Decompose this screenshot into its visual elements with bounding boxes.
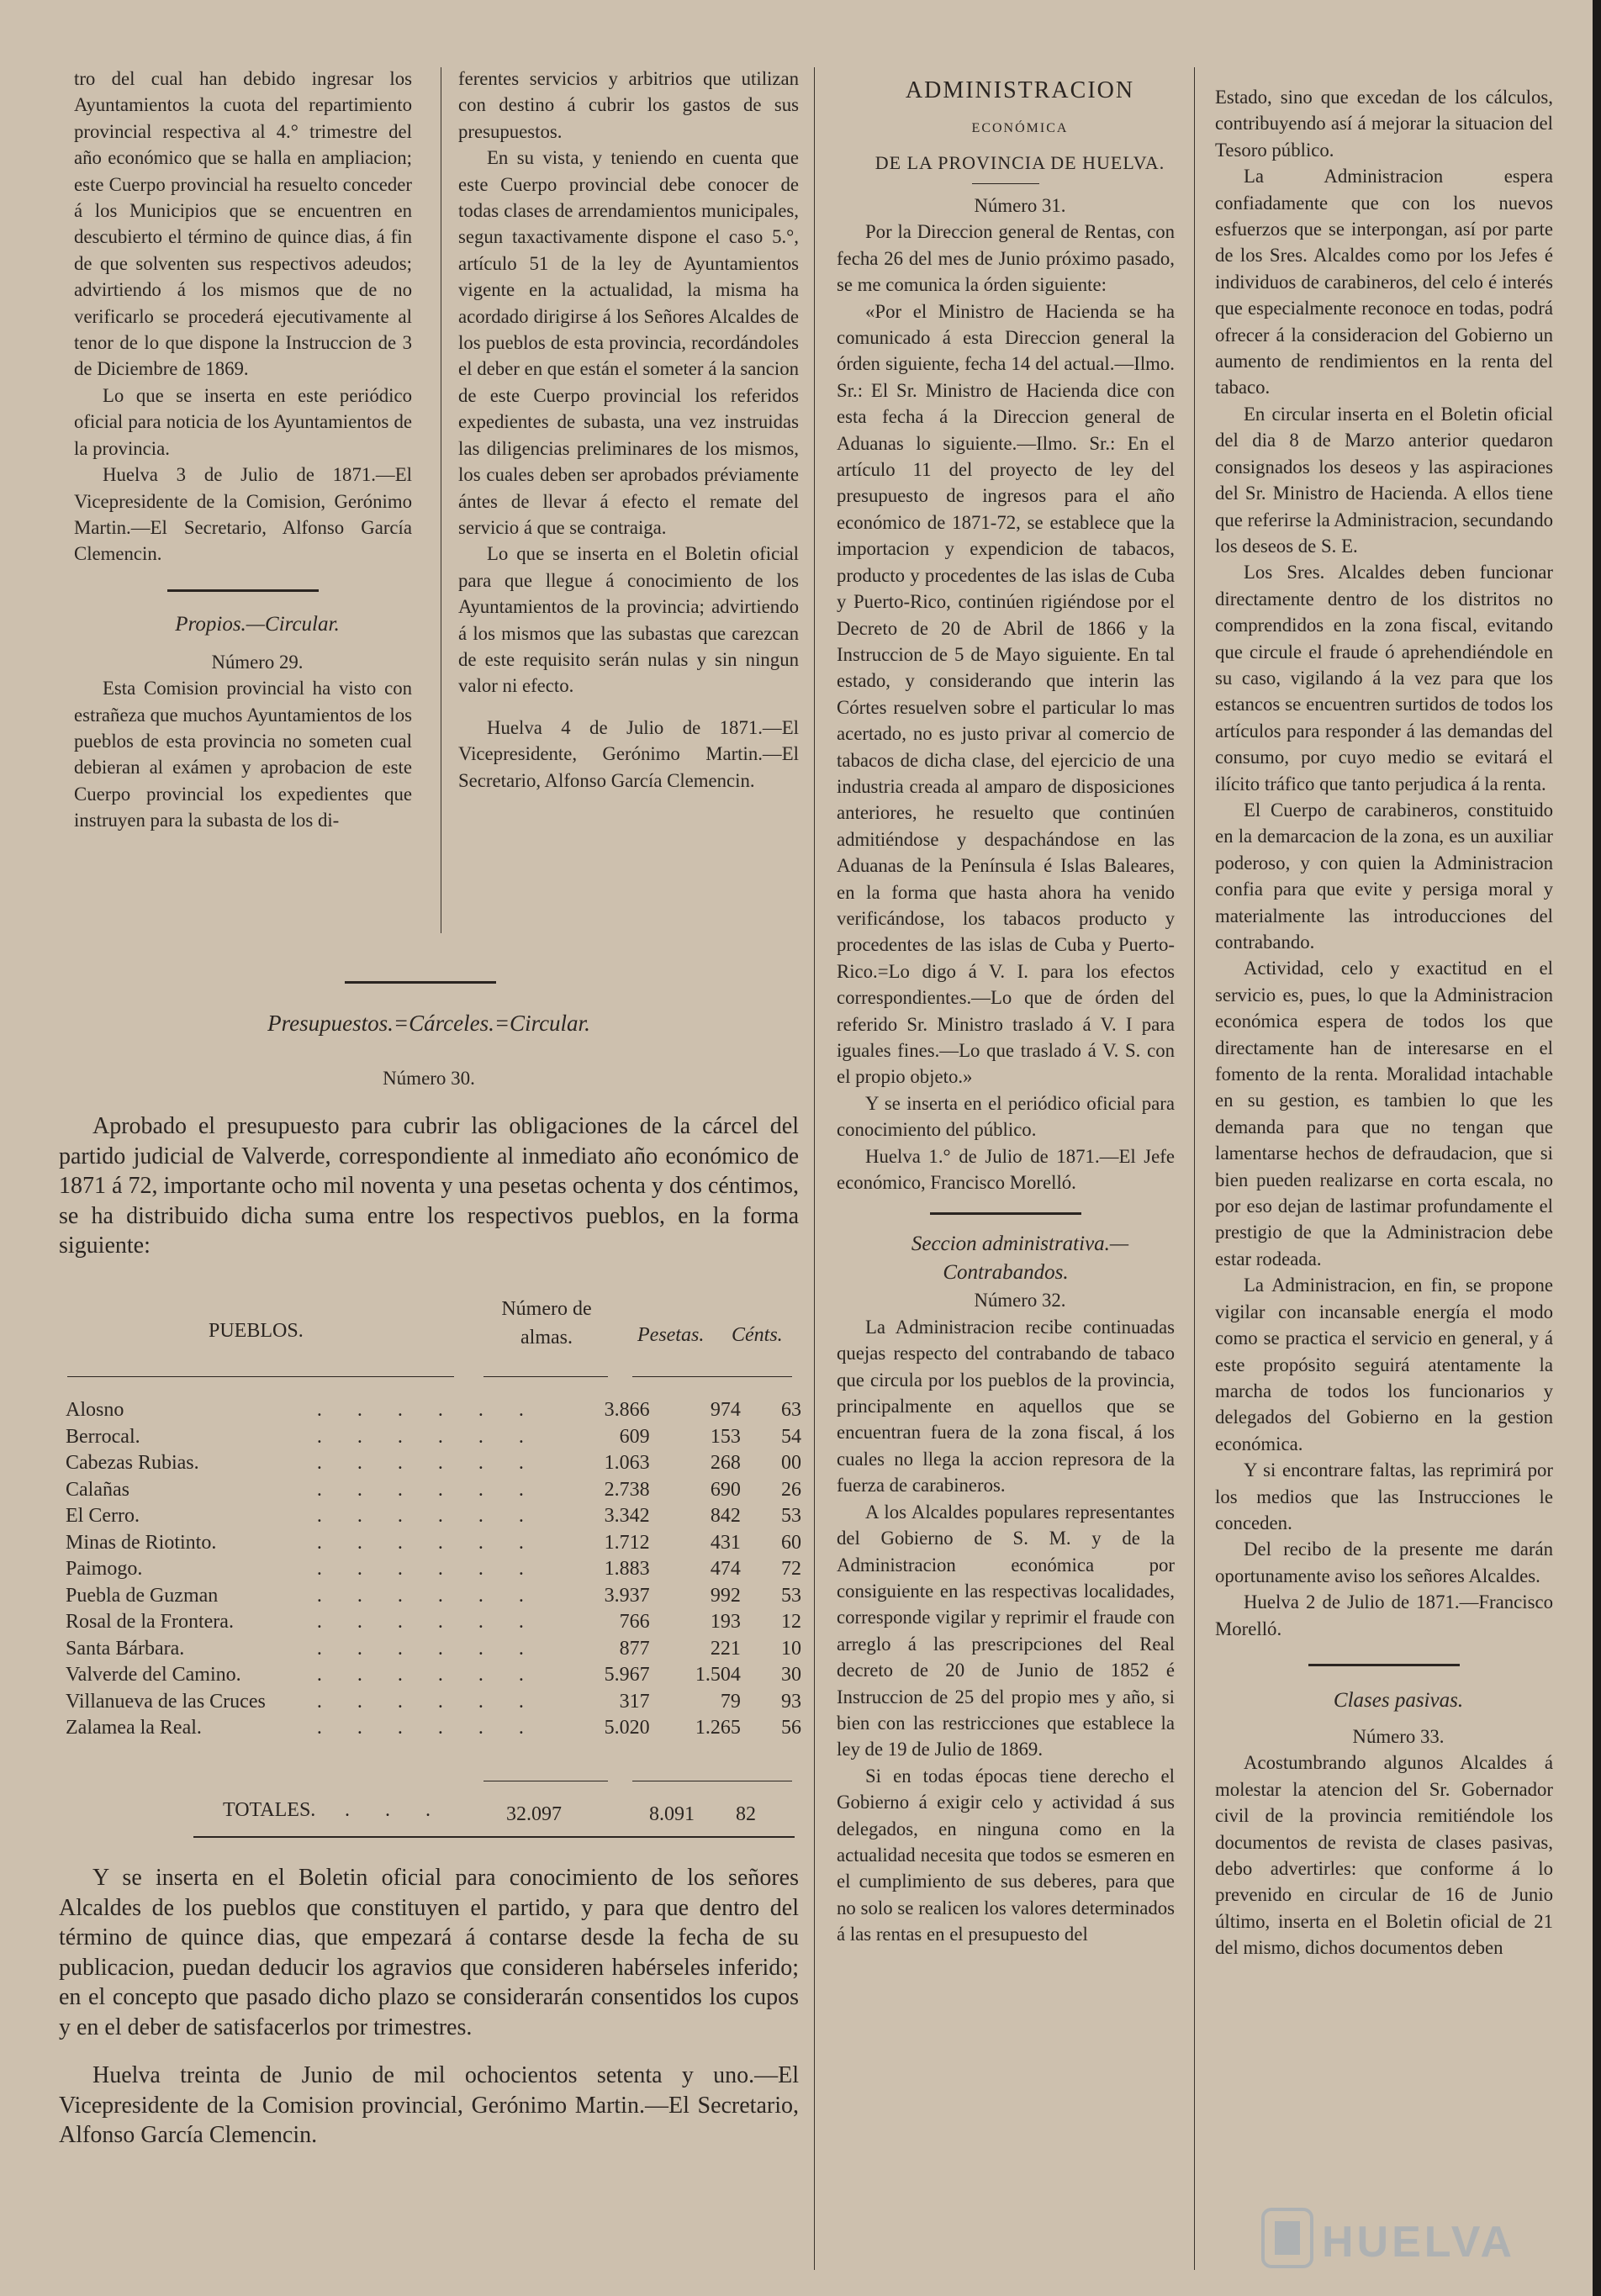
table-rule [193, 1836, 795, 1838]
table-row [66, 1530, 801, 1557]
section-divider [972, 183, 1039, 184]
table-header-cents: Cénts. [732, 1324, 783, 1346]
leader-dots: . . . . . . [316, 1584, 539, 1607]
administracion-title: ADMINISTRACION [905, 77, 1135, 103]
intro-paragraph: Aprobado el presupuesto para cubrir las obligaciones de la cárcel del partido judicial de Valverde, correspondiente al inmediato año económico de 1871 á 72, importante ocho mil noventa y una pesetas ochenta y dos céntimos, se ha distribuido dicha suma entre los respectivos pueblos, en la forma siguiente: [59, 1113, 799, 1259]
totales-pesetas: 8.091 [649, 1803, 695, 1825]
col2-signature: Huelva 4 de Julio de 1871.—El Vicepresidente, Gerónimo Martin.—El Secretario, Alfonso García Clemencin. [458, 716, 799, 791]
col1-signature: Huelva 3 de Julio de 1871.—El Vicepresidente de la Comision, Gerónimo Martin.—El Secretario, Alfonso García Clemencin. [74, 464, 412, 565]
leader-dots: . . . . . . [316, 1399, 539, 1421]
column-4 [1215, 84, 1553, 1961]
table-row [66, 1715, 801, 1742]
section-number: Número 32. [974, 1290, 1066, 1312]
leader-dots: . . . . . . [316, 1664, 539, 1686]
pueblo-cell: Paimogo. [66, 1558, 143, 1580]
pueblo-cell: Berrocal. [66, 1425, 140, 1448]
leader-dots: . . . . . . [316, 1452, 539, 1474]
cents-cell: 63 [781, 1399, 801, 1421]
pesetas-cell: 193 [710, 1611, 741, 1633]
table-row [66, 1397, 801, 1424]
almas-cell: 3.866 [604, 1399, 650, 1421]
pueblo-cell: Rosal de la Frontera. [66, 1611, 234, 1633]
leader-dots: . . . . . . [316, 1611, 539, 1633]
col3-paragraph: La Administracion recibe continuadas quejas respecto del contrabando de tabaco que circula por los pueblos de la provincia, principalmente en aquellos que se encuentran fuera de la zona fiscal, á los cuales no llega la accion represora de la fuerza de carabineros. [837, 1316, 1175, 1496]
section-heading: Propios.—Circular. [175, 612, 340, 636]
table-rule [483, 1376, 608, 1377]
almas-cell: 1.712 [604, 1531, 650, 1554]
pueblo-cell: Calañas [66, 1478, 129, 1501]
almas-cell: 3.937 [604, 1584, 650, 1607]
watermark-text: HUELVA [1322, 2218, 1516, 2267]
presupuesto-signature: Huelva treinta de Junio de mil ochocientos setenta y uno.—El Vicepresidente de la Comision provincial, Gerónimo Martin.—El Secretario, Alfonso García Clemencin. [59, 2062, 799, 2148]
table-row [66, 1556, 801, 1583]
pueblo-cell: Cabezas Rubias. [66, 1452, 199, 1474]
table-row [66, 1503, 801, 1530]
leader-dots: . . . . . . [316, 1425, 539, 1448]
administracion-subtitle: ECONÓMICA [971, 121, 1069, 135]
cents-cell: 53 [781, 1584, 801, 1607]
pesetas-cell: 842 [710, 1505, 741, 1527]
column-rule [1194, 67, 1195, 2270]
section-divider [345, 981, 496, 984]
col4-paragraph: En circular inserta en el Boletin oficial del dia 8 de Marzo anterior quedaron consignados los deseos y las aspiraciones del Sr. Ministro de Hacienda. A ellos tiene que referirse la Administracion, secundando los deseos de S. E. [1215, 403, 1553, 557]
col3-paragraph: «Por el Ministro de Hacienda se ha comunicado á esta Direccion general la órden siguiente, fecha 14 del actual.—Ilmo. Sr.: El Sr. Ministro de Hacienda dice con esta fecha á la Direccion general de Aduanas lo siguiente.—Ilmo. Sr.: En el artículo 11 del proyecto de ley del presupuesto de ingresos para el año económico de 1871-72, se establece que la importacion y expendicion de tabacos, producto y procedentes de las islas de Cuba y Puerto-Rico, continúen rigiéndose por el Decreto de 20 de Abril de 1866 y la Instruccion de 5 de Mayo siguiente. En tal estado, y considerando que interin las Córtes resuelven sobre el particular lo mas acertado, no es justo privar al comercio de tabacos de dicha clase, del ejercicio de una industria creada al amparo de disposiciones anteriores, he resuelto que continúen admitiéndose y despachándose en las Aduanas de la Península é Islas Baleares, en la forma que hasta ahora ha venido verificándose, los tabacos producto y procedentes de las islas de Cuba y Puerto-Rico.=Lo digo á V. I. para los efectos correspondientes.—Lo que de órden del referido Sr. Ministro traslado á V. I para iguales fines.—Lo que traslado á V. S. con el propio objeto.» [837, 300, 1175, 1088]
almas-cell: 5.967 [604, 1664, 650, 1686]
col2-paragraph: ferentes servicios y arbitrios que utilizan con destino á cubrir los gastos de sus presupuestos. [458, 68, 799, 142]
almas-cell: 317 [619, 1690, 650, 1713]
col2-paragraph: Lo que se inserta en el Boletin oficial para que llegue á conocimiento de los Ayuntamientos de la provincia; advirtiendo á los mismos que las subastas que carezcan de este requisito serán nulas y sin ningun valor ni efecto. [458, 543, 799, 697]
table-rule [632, 1376, 792, 1377]
cents-cell: 30 [781, 1664, 801, 1686]
pesetas-cell: 268 [710, 1452, 741, 1474]
col4-signature: Huelva 2 de Julio de 1871.—Francisco Morelló. [1215, 1591, 1553, 1639]
column-2 [458, 66, 799, 794]
col2-paragraph: En su vista, y teniendo en cuenta que este Cuerpo provincial debe conocer de todas clases de arrendamientos municipales, segun taxactivamente dispone el caso 5.°, artículo 51 de la ley de Ayuntamientos vigente en la actualidad, la misma ha acordado dirigirse á los Señores Alcaldes de los pueblos de esta provincia, recordándoles el deber en que están el someter á la sancion de este Cuerpo provincial los referidos expedientes de subasta, una vez instruidas las diligencias preliminares de los mismos, los cuales deben ser aprobados préviamente ántes de llevar á efecto el remate del servicio á que se contraiga. [458, 147, 799, 538]
pesetas-cell: 221 [710, 1637, 741, 1660]
almas-cell: 2.738 [604, 1478, 650, 1501]
col4-paragraph: El Cuerpo de carabineros, constituido en la demarcacion de la zona, es un auxiliar poderoso, y con quien la Administracion confia para que evite y persiga moral y materialmente las introducciones del contrabando. [1215, 799, 1553, 953]
leader-dots: . . . . . . [316, 1531, 539, 1554]
table-rule [67, 1376, 454, 1377]
section-number: Número 29. [211, 651, 304, 673]
section-heading: Clases pasivas. [1333, 1688, 1464, 1712]
col3-paragraph: Por la Direccion general de Rentas, con fecha 26 del mes de Junio próximo pasado, se me comunica la órden siguiente: [837, 221, 1175, 296]
almas-cell: 766 [619, 1611, 650, 1633]
section-number: Número 30. [383, 1068, 475, 1089]
leader-dots: . . . . . . [316, 1505, 539, 1527]
cents-cell: 93 [781, 1690, 801, 1713]
almas-cell: 609 [619, 1425, 650, 1448]
col4-paragraph: La Administracion espera confiadamente que con los nuevos esfuerzos que se interpongan, así por parte de los Sres. Alcaldes como por los Jefes é individuos de carabineros, del celo é interés que especialmente reconoce en todas, podrá ofrecer á la consideracion del Gobierno un aumento de rendimientos en la renta del tabaco. [1215, 166, 1553, 399]
almas-cell: 877 [619, 1637, 650, 1660]
col4-paragraph: Estado, sino que excedan de los cálculos, contribuyendo así á mejorar la situacion del Tesoro público. [1215, 87, 1553, 161]
col4-paragraph: La Administracion, en fin, se propone vigilar con incansable energía el modo como se practica el servicio en general, y á este propósito seguirá atentamente la marcha de todos los funcionarios y delegados del Gobierno en la gestion económica. [1215, 1275, 1553, 1454]
table-row [66, 1450, 801, 1477]
pesetas-cell: 153 [710, 1425, 741, 1448]
pueblos-table [66, 1397, 801, 1742]
table-row [66, 1636, 801, 1663]
section-heading: Presupuestos.=Cárceles.=Circular. [267, 1011, 590, 1036]
pesetas-cell: 431 [710, 1531, 741, 1554]
col1-paragraph: Esta Comision provincial ha visto con estrañeza que muchos Ayuntamientos de los pueblos de esta provincia no someten cual debieran al exámen y aprobacion de este Cuerpo provincial los expedientes que instruyen para la subasta de los di- [74, 678, 412, 831]
pesetas-cell: 974 [710, 1399, 741, 1421]
col4-paragraph: Y si encontrare faltas, las reprimirá por los medios que las Instrucciones le conceden. [1215, 1459, 1553, 1533]
pueblo-cell: Santa Bárbara. [66, 1637, 185, 1660]
table-row [66, 1689, 801, 1716]
pesetas-cell: 1.265 [695, 1717, 741, 1739]
table-header-pesetas: Pesetas. [637, 1324, 705, 1346]
pesetas-cell: 690 [710, 1478, 741, 1501]
totales-dots: . . . [345, 1799, 446, 1821]
pueblo-cell: El Cerro. [66, 1505, 140, 1527]
col3-signature: Huelva 1.° de Julio de 1871.—El Jefe económico, Francisco Morelló. [837, 1145, 1175, 1194]
col3-paragraph: A los Alcaldes populares representantes del Gobierno de S. M. y de la Administracion económica por consiguiente en las respectivas localidades, corresponde vigilar y reprimir el fraude con arreglo á las prescripciones del Real decreto de 20 de Junio de 1852 é Instruccion de 25 del propio mes y año, si bien con las restricciones que establece la ley de 19 de Julio de 1869. [837, 1501, 1175, 1760]
pesetas-cell: 1.504 [695, 1664, 741, 1686]
cents-cell: 10 [781, 1637, 801, 1660]
section-number: Número 33. [1352, 1725, 1445, 1747]
leader-dots: . . . . . . [316, 1478, 539, 1501]
presupuesto-outro [59, 1863, 799, 2151]
table-row [66, 1424, 801, 1451]
col1-paragraph: tro del cual han debido ingresar los Ayuntamientos la cuota del repartimiento provincial respectiva al 4.° trimestre del año económico que se halla en ampliacion; este Cuerpo provincial ha resuelto conceder á los Municipios que se encuentren en descubierto el término de quince dias, á fin de que solventen sus respectivos adeudos; advirtiendo á los mismos que de no verificarlo se procederá ejecutivamente al tenor de lo que dispone la Instruccion de 3 de Diciembre de 1869. [74, 68, 412, 380]
cents-cell: 72 [781, 1558, 801, 1580]
column-3 [837, 74, 1175, 1948]
cents-cell: 26 [781, 1478, 801, 1501]
table-row [66, 1662, 801, 1689]
col3-paragraph: Si en todas épocas tiene derecho el Gobierno á exigir celo y actividad á sus delegados, en ninguna como en la actualidad necesita que todos se esmeren en el cumplimiento de sus deberes, para que no solo se realicen los valores determinados á las rentas en el presupuesto del [837, 1765, 1175, 1945]
col4-paragraph: Los Sres. Alcaldes deben funcionar directamente dentro de los distritos no comprendidos en la zona fiscal, evitando que circule el fraude ó aprehendiéndole en su caso, vigilando á la vez para que los estancos se encuentren surtidos de todos los artículos para responder á las demandas del consumo, por cuyo medio se evitará el ilícito tráfico que tanto perjudica á la renta. [1215, 562, 1553, 794]
provincial-seal-icon [1261, 2204, 1556, 2272]
pueblo-cell: Zalamea la Real. [66, 1717, 202, 1739]
col4-paragraph: Actividad, celo y exactitud en el servicio es, pues, lo que la Administracion económica espera de todos los que directamente han de interesarse en el fomento de la renta. Moralidad intachable en su gestion, es tambien lo que les demanda para que no tengan que lamentarse hechos de defraudacion, que si bien pueden realizarse en corta escala, no por eso dejan de lastimar profundamente el prestigio de que la Administracion debe estar rodeada. [1215, 958, 1553, 1269]
pesetas-cell: 474 [710, 1558, 741, 1580]
almas-cell: 1.883 [604, 1558, 650, 1580]
table-row [66, 1477, 801, 1504]
table-header-pueblos: PUEBLOS. [209, 1320, 304, 1342]
col4-paragraph: Del recibo de la presente me darán oportunamente aviso los señores Alcaldes. [1215, 1539, 1553, 1586]
leader-dots: . . . . . . [316, 1717, 539, 1739]
pueblo-cell: Puebla de Guzman [66, 1584, 219, 1607]
col1-paragraph: Lo que se inserta en este periódico oficial para noticia de los Ayuntamientos de la provincia. [74, 384, 412, 459]
table-row [66, 1609, 801, 1636]
section-number: Número 31. [974, 195, 1066, 216]
table-header-almas: Número de almas. [501, 1298, 592, 1349]
col4-paragraph: Acostumbrando algunos Alcaldes á molestar la atencion del Sr. Gobernador civil de la provincia remitiéndole los documentos de revista de clases pasivas, debo advertirles: que conforme á lo prevenido en circular de 16 de Junio último, inserta en el Boletin oficial de 21 del mismo, dichos documentos deben [1215, 1752, 1553, 1959]
leader-dots: . . . . . . [316, 1690, 539, 1713]
outro-paragraph: Y se inserta en el Boletin oficial para conocimiento de los señores Alcaldes de los pueblos que constituyen el partido, y para que dentro del término de quince dias, que empezará á contarse desde la fecha de su publicacion, puedan deducir los agravios que consideren habérseles inferido; en el concepto que pasado dicho plazo se considerarán consentidos los cupos y en el deber de satisfacerlos por trimestres. [59, 1865, 799, 2040]
col3-paragraph: Y se inserta en el periódico oficial para conocimiento del público. [837, 1092, 1175, 1141]
administracion-subtitle-2: DE LA PROVINCIA DE HUELVA. [874, 152, 1165, 173]
almas-cell: 3.342 [604, 1505, 650, 1527]
pueblo-cell: Villanueva de las Cruces [66, 1690, 266, 1713]
cents-cell: 56 [781, 1717, 801, 1739]
pueblo-cell: Alosno [66, 1399, 124, 1421]
cents-cell: 00 [781, 1452, 801, 1474]
leader-dots: . . . . . . [316, 1558, 539, 1580]
pesetas-cell: 992 [710, 1584, 741, 1607]
column-1 [74, 66, 412, 834]
totales-label: TOTALES. [223, 1799, 316, 1821]
totales-cents: 82 [736, 1803, 756, 1825]
column-rule [814, 67, 815, 2270]
presupuesto-intro [59, 1111, 799, 1261]
cents-cell: 54 [781, 1425, 801, 1448]
pesetas-cell: 79 [720, 1690, 741, 1713]
almas-cell: 1.063 [604, 1452, 650, 1474]
almas-cell: 5.020 [604, 1717, 650, 1739]
pueblo-cell: Minas de Riotinto. [66, 1531, 217, 1554]
section-heading: Seccion administrativa.—Contrabandos. [911, 1232, 1129, 1285]
cents-cell: 53 [781, 1505, 801, 1527]
leader-dots: . . . . . . [316, 1637, 539, 1660]
table-row [66, 1583, 801, 1610]
totales-almas: 32.097 [506, 1803, 562, 1825]
cents-cell: 12 [781, 1611, 801, 1633]
cents-cell: 60 [781, 1531, 801, 1554]
pueblo-cell: Valverde del Camino. [66, 1664, 241, 1686]
